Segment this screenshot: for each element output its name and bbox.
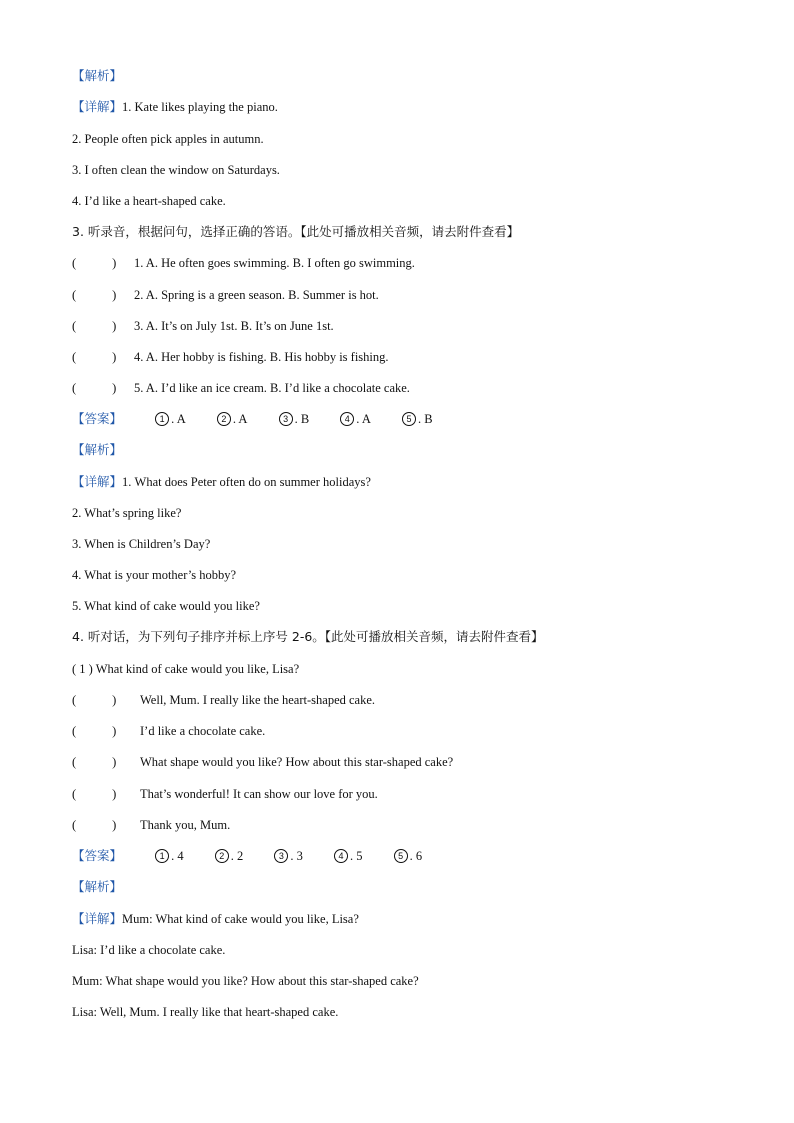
q4-order-row: ( ) Well, Mum. I really like the heart-shaped cake. <box>72 693 376 707</box>
detail-line: 2. What’s spring like? <box>72 506 182 520</box>
detail-line: 3. I often clean the window on Saturdays. <box>72 163 280 177</box>
q3-option-row: ( ) 5. A. I’d like an ice cream. B. I’d like a chocolate cake. <box>72 381 410 395</box>
detail-line: 【详解】1. Kate likes playing the piano. <box>72 99 278 114</box>
detail-tag: 【详解】 <box>72 474 123 489</box>
detail-line: 5. What kind of cake would you like? <box>72 599 260 613</box>
detail-tag: 【详解】 <box>72 911 123 926</box>
detail-line: 2. People often pick apples in autumn. <box>72 132 264 146</box>
q4-order-row: ( ) What shape would you like? How about this star-shaped cake? <box>72 755 454 769</box>
analysis-tag: 【解析】 <box>72 879 123 894</box>
q4-answer-row: 【答案】 1 . 4 2 . 2 3 . 3 4 . 5 5 . 6 <box>72 848 423 863</box>
detail-line: Lisa: Well, Mum. I really like that heart-shaped cake. <box>72 1005 339 1019</box>
q3-option-row: ( ) 4. A. Her hobby is fishing. B. His hobby is fishing. <box>72 350 389 364</box>
q3-option-row: ( ) 1. A. He often goes swimming. B. I often go swimming. <box>72 256 415 270</box>
q4-order-row: ( ) I’d like a chocolate cake. <box>72 724 266 738</box>
question-4-heading: 4. 听对话，为下列句子排序并标上序号 2-6。【此处可播放相关音频，请去附件查看】 <box>72 629 544 644</box>
detail-line: 3. When is Children’s Day? <box>72 537 211 551</box>
detail-line: 4. What is your mother’s hobby? <box>72 568 237 582</box>
question-3-heading: 3. 听录音，根据问句，选择正确的答语。【此处可播放相关音频，请去附件查看】 <box>72 224 520 239</box>
detail-line: 【详解】Mum: What kind of cake would you like, Lisa? <box>72 911 359 926</box>
q4-order-row: ( ) Thank you, Mum. <box>72 818 231 832</box>
detail-line: 【详解】1. What does Peter often do on summer holidays? <box>72 474 371 489</box>
q4-first-item: ( 1 ) What kind of cake would you like, Lisa? <box>72 662 300 676</box>
q3-option-row: ( ) 2. A. Spring is a green season. B. Summer is hot. <box>72 288 379 302</box>
detail-line: Mum: What shape would you like? How about this star-shaped cake? <box>72 974 419 988</box>
detail-line: Lisa: I’d like a chocolate cake. <box>72 943 226 957</box>
analysis-tag: 【解析】 <box>72 442 123 457</box>
q3-option-row: ( ) 3. A. It’s on July 1st. B. It’s on June 1st. <box>72 319 334 333</box>
detail-line: 4. I’d like a heart-shaped cake. <box>72 194 226 208</box>
answer-tag: 【答案】 <box>72 411 123 426</box>
analysis-tag: 【解析】 <box>72 68 123 83</box>
detail-tag: 【详解】 <box>72 99 123 114</box>
q4-order-row: ( ) That’s wonderful! It can show our love for you. <box>72 787 378 801</box>
answer-tag: 【答案】 <box>72 848 123 863</box>
q3-answer-row: 【答案】 1 . A 2 . A 3 . B 4 . A 5 . B <box>72 411 433 426</box>
